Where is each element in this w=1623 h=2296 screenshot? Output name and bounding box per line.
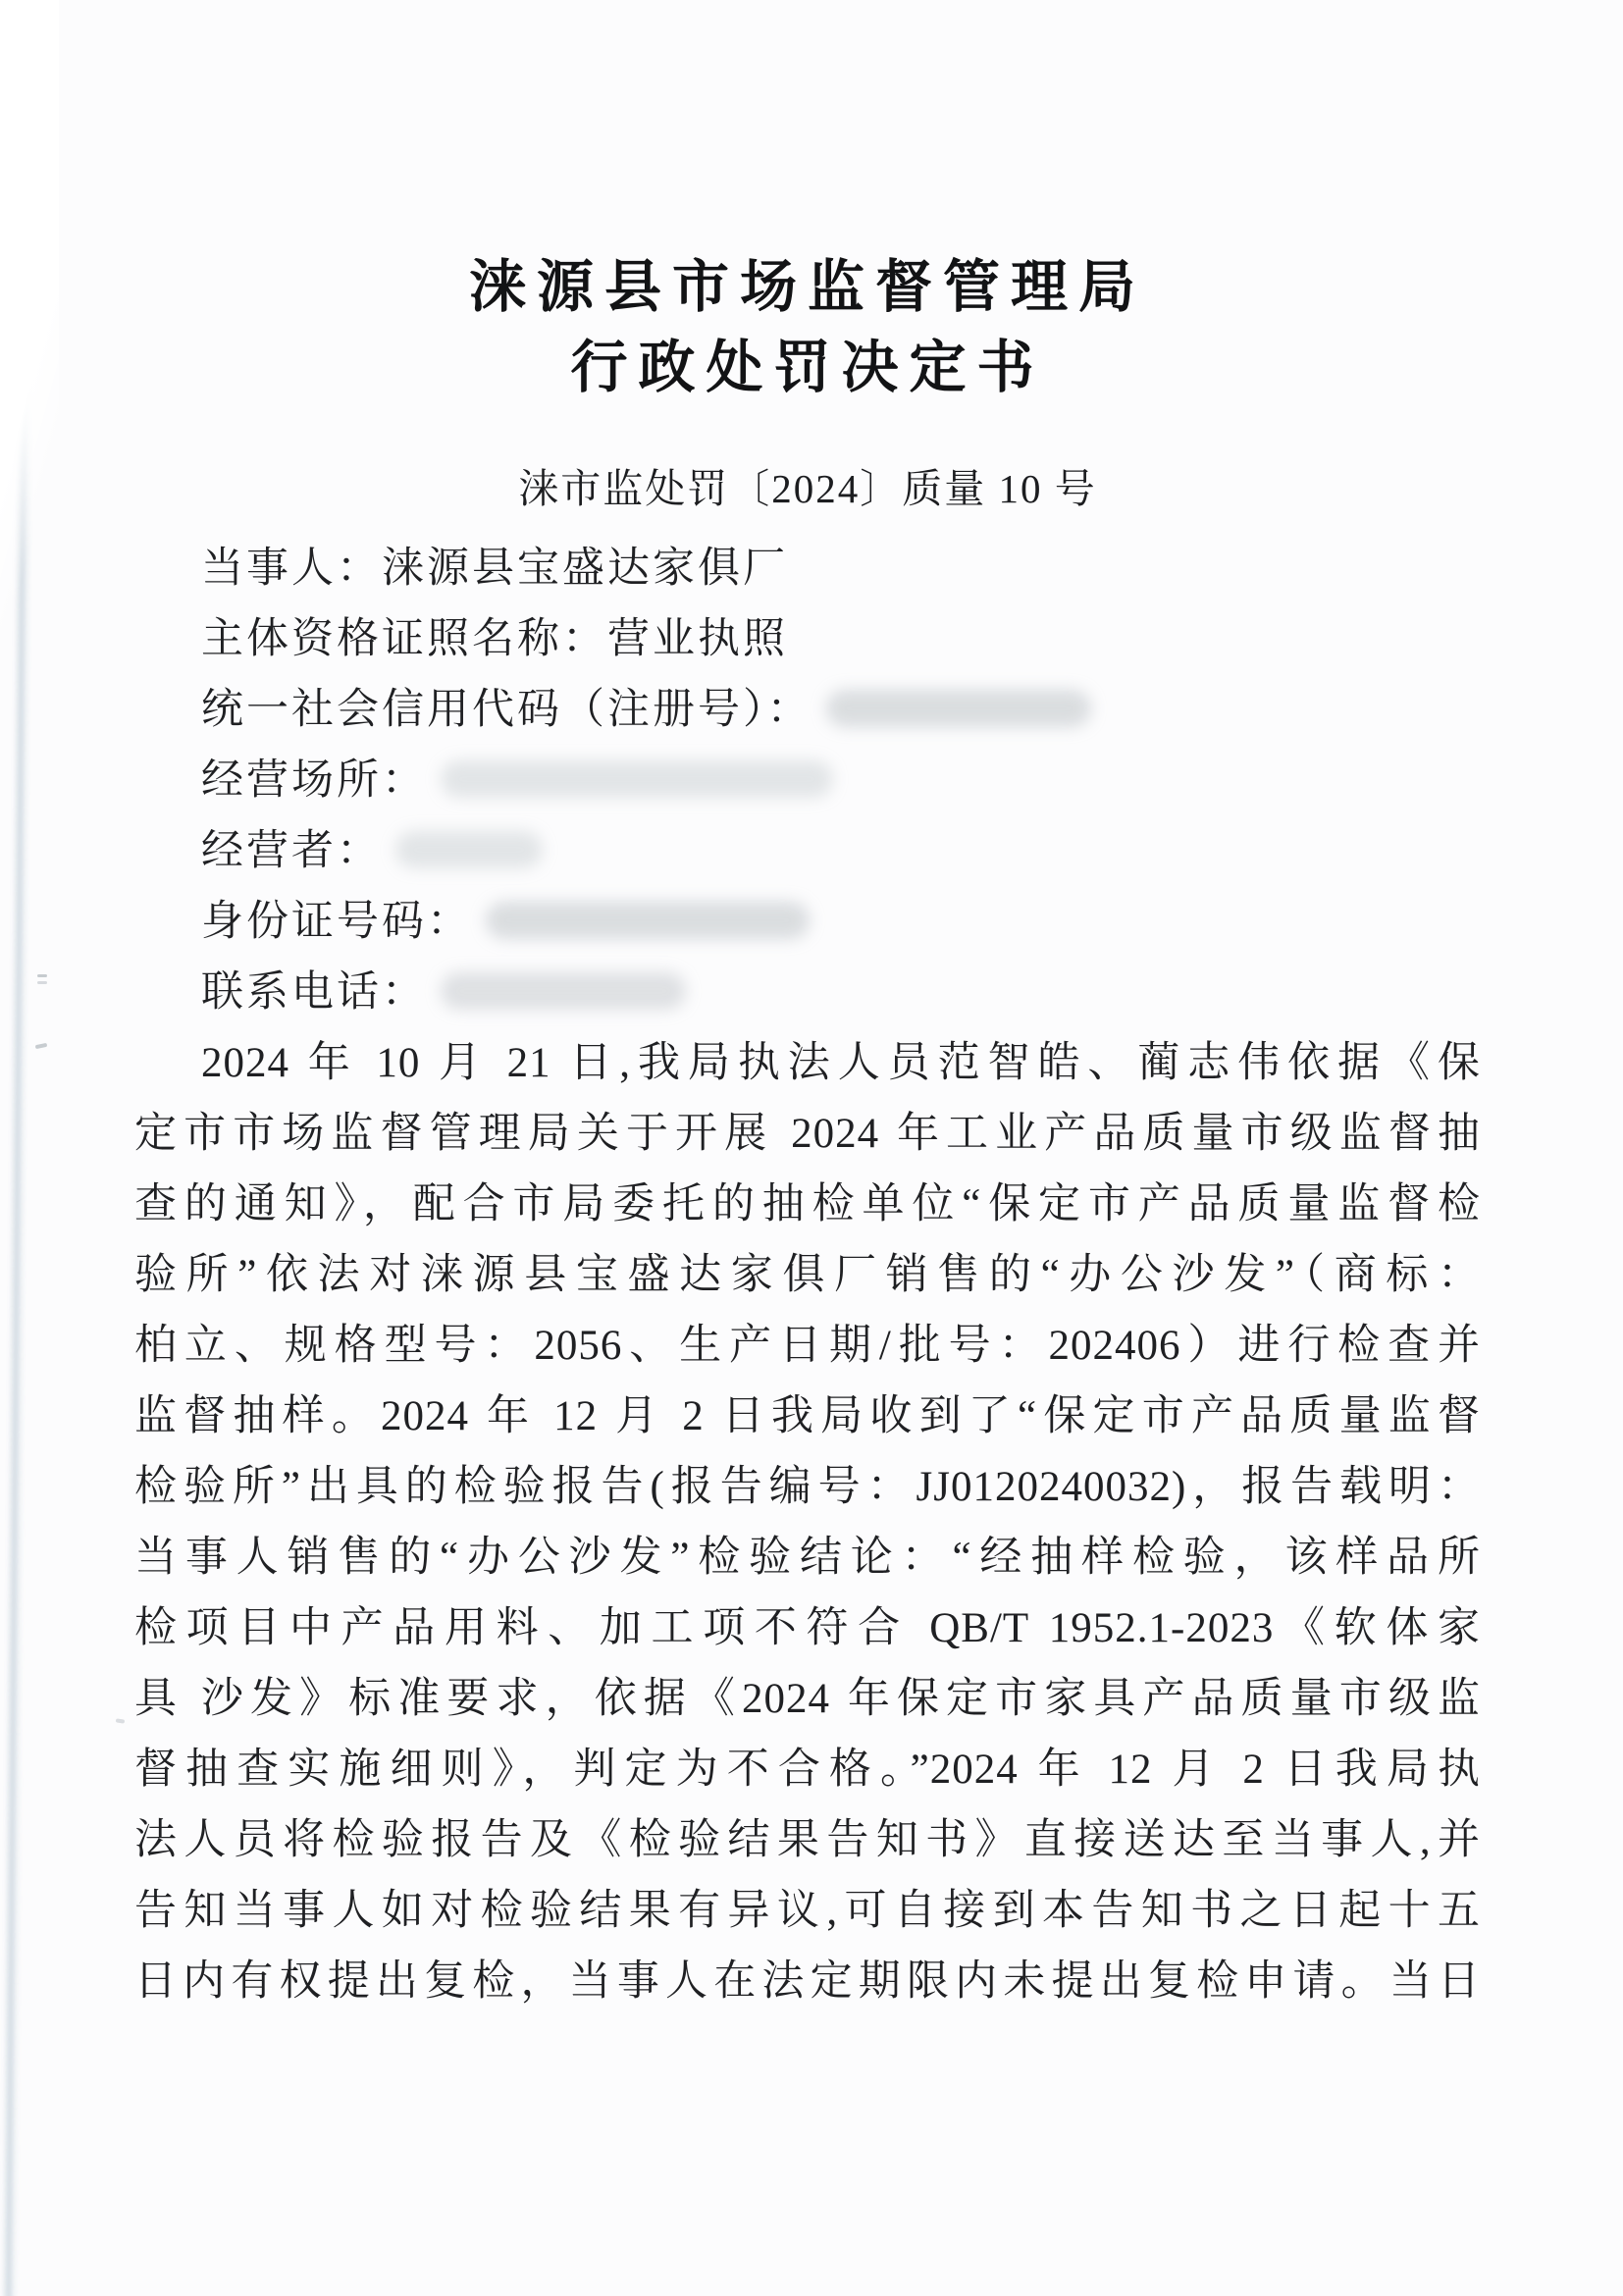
redacted-value [441, 972, 686, 1010]
redacted-value [395, 831, 543, 868]
field-value: 涞源县宝盛达家俱厂 [382, 546, 788, 592]
scan-corner-highlight [0, 0, 59, 883]
document-title-line2: 行政处罚决定书 [570, 336, 1045, 399]
body-line: 督抽查实施细则》，判定为不合格。”2024 年 12 月 2 日我局执 [134, 1747, 1481, 1793]
body-line: 查的通知》，配合市局委托的抽检单位“保定市产品质量监督检 [134, 1181, 1481, 1227]
field-label: 主体资格证照名称： [201, 616, 607, 662]
body-paragraph [134, 1028, 1481, 2017]
scan-artifact-speck [37, 974, 47, 977]
field-label: 身份证号码： [201, 899, 472, 945]
field-row-license-name [134, 604, 1481, 675]
field-row-credit-code [134, 675, 1481, 746]
party-info-section [134, 534, 1481, 1028]
body-line: 法人员将检验报告及《检验结果告知书》直接送达至当事人,并 [134, 1817, 1481, 1863]
body-line: 检验所”出具的检验报告(报告编号：JJ0120240032)，报告载明： [134, 1464, 1481, 1510]
body-line: 2024 年 10 月 21 日,我局执法人员范智皓、蔺志伟依据《保 [201, 1040, 1481, 1086]
redacted-value [826, 690, 1091, 727]
redacted-value [486, 902, 810, 939]
field-label: 统一社会信用代码（注册号）： [201, 687, 812, 733]
document-number: 涞市监处罚〔2024〕质量 10 号 [518, 466, 1097, 511]
field-row-operator [134, 816, 1481, 887]
field-row-party [134, 534, 1481, 604]
body-line: 检项目中产品用料、加工项不符合 QB/T 1952.1-2023《软体家 [134, 1605, 1481, 1651]
field-row-phone [134, 958, 1481, 1028]
body-line: 验所”依法对涞源县宝盛达家俱厂销售的“办公沙发”（商标： [134, 1252, 1481, 1298]
field-row-business-premises [134, 746, 1481, 816]
body-line: 柏立、规格型号：2056、生产日期/批号：202406）进行检查并 [134, 1323, 1481, 1369]
body-line: 当事人销售的“办公沙发”检验结论：“经抽样检验，该样品所 [134, 1535, 1481, 1581]
body-line: 监督抽样。2024 年 12 月 2 日我局收到了“保定市产品质量监督 [134, 1393, 1481, 1439]
scan-artifact-speck [35, 1043, 48, 1049]
field-value: 营业执照 [607, 616, 788, 662]
field-label: 当事人： [201, 546, 382, 592]
field-label: 联系电话： [201, 969, 427, 1016]
body-line: 具 沙发》标准要求，依据《2024 年保定市家具产品质量市级监 [134, 1676, 1481, 1722]
field-label: 经营场所： [201, 757, 427, 804]
field-label: 经营者： [201, 828, 382, 874]
body-line: 告知当事人如对检验结果有异议,可自接到本告知书之日起十五 [134, 1888, 1481, 1934]
document-content [134, 247, 1481, 2017]
field-row-id-number [134, 887, 1481, 958]
redacted-value [441, 760, 833, 798]
document-title-line1: 涞源县市场监督管理局 [468, 255, 1146, 319]
scan-artifact-speck [116, 1718, 125, 1723]
body-line: 定市市场监督管理局关于开展 2024 年工业产品质量市级监督抽 [134, 1111, 1481, 1157]
body-line: 日内有权提出复检，当事人在法定期限内未提出复检申请。当日 [134, 1958, 1481, 2005]
